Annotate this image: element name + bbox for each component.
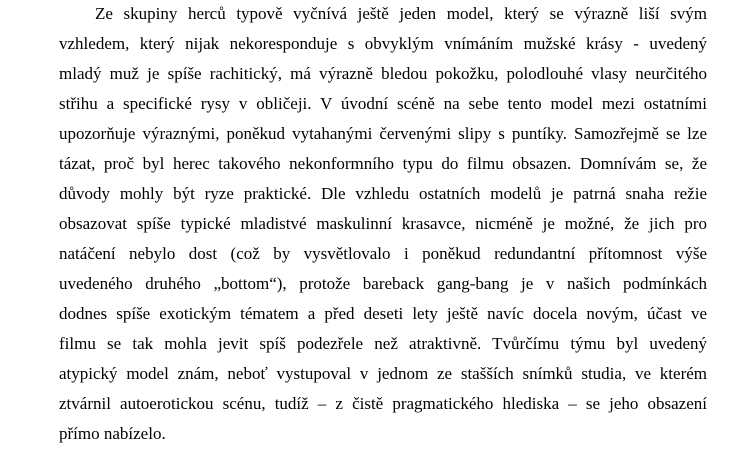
text-line-4: střihu a specifické rysy v obličeji. V úvodní scéně na sebe tento model mezi ostatními (59, 94, 707, 113)
text-line-1: Ze skupiny herců typově vyčnívá ještě jeden model, který se výrazně liší svým (95, 4, 707, 23)
text-line-10: uvedeného druhého „bottom“), protože bareback gang-bang je v našich podmínkách (59, 274, 707, 293)
text-line-13: atypický model znám, neboť vystupoval v jednom ze stašších snímků studia, ve kterém (59, 364, 707, 383)
text-line-15: přímo nabízelo. (59, 424, 166, 443)
text-line-3: mladý muž je spíše rachitický, má výrazně bledou pokožku, polodlouhé vlasy neurčitého (59, 64, 707, 83)
text-line-6: tázat, proč byl herec takového nekonformního typu do filmu obsazen. Domnívám se, že (59, 154, 707, 173)
text-line-5: upozorňuje výraznými, poněkud vytahanými červenými slipy s puntíky. Samozřejmě se lze (59, 124, 707, 143)
text-line-7: důvody mohly být ryze praktické. Dle vzhledu ostatních modelů je patrná snaha režie (59, 184, 707, 203)
text-line-9: natáčení nebylo dost (což by vysvětlovalo i poněkud redundantní přítomnost výše (59, 244, 707, 263)
text-line-14: ztvárnil autoerotickou scénu, tudíž – z čistě pragmatického hlediska – se jeho obsazení (59, 394, 707, 413)
text-line-8: obsazovat spíše typické mladistvé maskulinní krasavce, nicméně je možné, že jich pro (59, 214, 707, 233)
text-line-11: dodnes spíše exotickým tématem a před deseti lety ještě navíc docela novým, účast ve (59, 304, 707, 323)
text-line-12: filmu se tak mohla jevit spíš podezřele než atraktivně. Tvůrčímu týmu byl uvedený (59, 334, 707, 353)
text-line-2: vzhledem, který nijak nekoresponduje s obvyklým vnímáním mužské krásy - uvedený (59, 34, 707, 53)
